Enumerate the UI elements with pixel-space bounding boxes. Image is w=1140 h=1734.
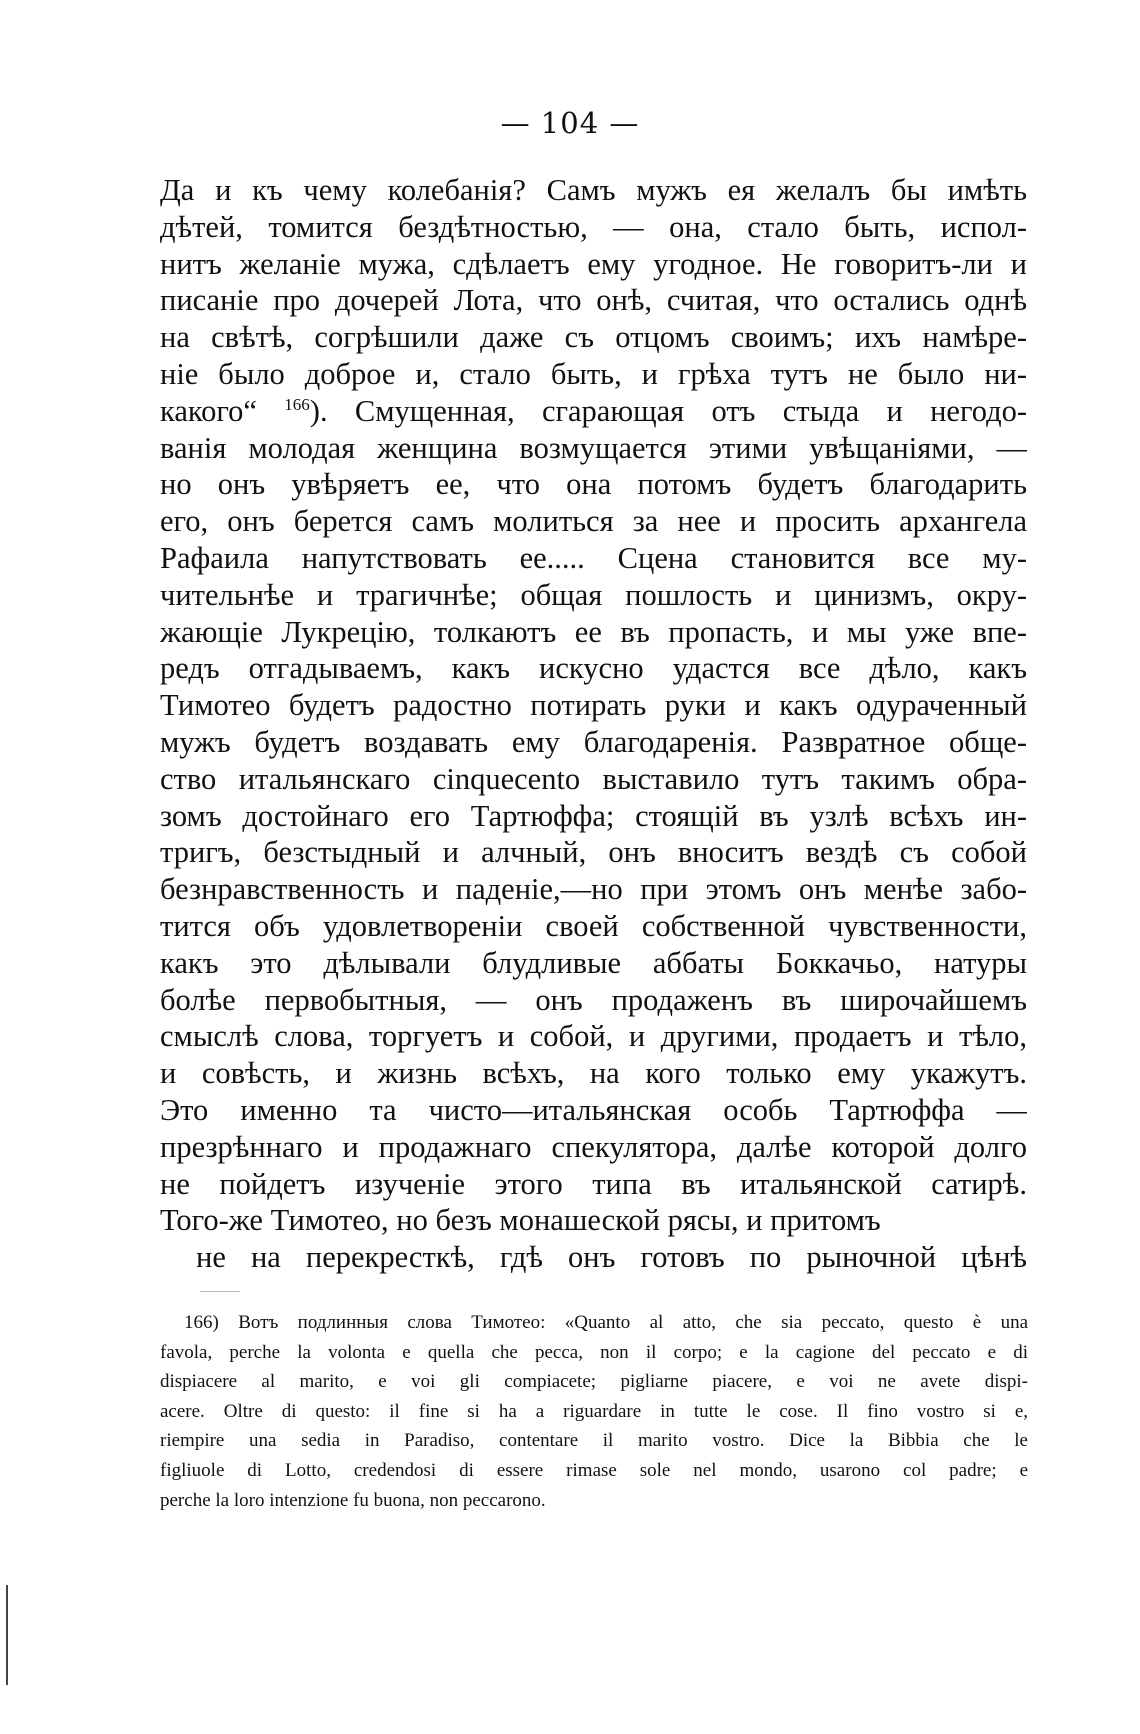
footnote-line: 166) Вотъ подлинныя слова Тимотео: «Quanto al atto, che sia peccato, questo è una — [184, 1312, 1028, 1333]
scan-margin-mark — [6, 1585, 8, 1685]
footnote-line: figliuole di Lotto, credendosi di essere rimase sole nel mondo, usarono col padre; e — [160, 1459, 1028, 1481]
text-line: презрѣннаго и продажнаго спекулятора, далѣе которой долго — [160, 1129, 1027, 1164]
footnote-line: favola, perche la volonta e quella che pecca, non il corpo; e la cagione del peccato e di — [160, 1341, 1028, 1363]
text-line: его, онъ берется самъ молиться за нее и просить архангела — [160, 504, 1027, 539]
text-line: зомъ достойнаго его Тартюффа; стоящій въ узлѣ всѣхъ ин- — [160, 798, 1027, 833]
footnote — [160, 1308, 1028, 1515]
text-line: тригъ, безстыдный и алчный, онъ вноситъ вездѣ съ собой — [160, 835, 1027, 870]
paragraph-start-line: не на перекресткѣ, гдѣ онъ готовъ по рыночной цѣнѣ — [196, 1240, 1027, 1275]
text-line: и совѣсть, и жизнь всѣхъ, на кого только ему укажутъ. — [160, 1056, 1027, 1091]
text-line-with-footnote-ref — [160, 393, 1027, 430]
text-line: Рафаила напутствовать ее..... Сцена становится все му- — [160, 540, 1027, 575]
text-line: на свѣтѣ, согрѣшили даже съ отцомъ своимъ; ихъ намѣре- — [160, 320, 1027, 355]
page-number: — 104 — — [500, 106, 640, 140]
footnote-line: dispiacere al marito, e voi gli compiacete; pigliarne piacere, e voi ne avete dispi- — [160, 1371, 1028, 1393]
text-line: мужъ будетъ воздавать ему благодаренія. Развратное обще- — [160, 724, 1027, 759]
footnote-line: acere. Oltre di questo: il fine si ha a riguardare in tutte le cose. Il fino vostro si e, — [160, 1400, 1028, 1422]
text-line: чительнѣе и трагичнѣе; общая пошлость и цинизмъ, окру- — [160, 577, 1027, 612]
text-line: ніе было доброе и, стало быть, и грѣха тутъ не было ни- — [160, 356, 1027, 391]
text-line: жающіе Лукрецію, толкаютъ ее въ пропасть, и мы уже впе- — [160, 614, 1027, 649]
text-fragment: ). Смущенная, сгарающая отъ стыда и негодо- — [309, 393, 1027, 428]
text-line: тится объ удовлетвореніи своей собственной чувственности, — [160, 908, 1027, 943]
text-line: нитъ желаніе мужа, сдѣлаетъ ему угодное. Не говоритъ-ли и — [160, 246, 1027, 281]
text-line: не пойдетъ изученіе этого типа въ итальянской сатирѣ. — [160, 1166, 1027, 1201]
text-line: какъ это дѣлывали блудливые аббаты Боккачьо, натуры — [160, 945, 1027, 980]
text-line: дѣтей, томится бездѣтностью, — она, стало быть, испол- — [160, 209, 1027, 244]
text-line: Да и къ чему колебанія? Самъ мужъ ея желалъ бы имѣть — [160, 173, 1027, 207]
text-line: безнравственность и паденіе,—но при этомъ онъ менѣе забо- — [160, 872, 1027, 907]
footnote-divider — [200, 1291, 240, 1292]
main-text — [160, 172, 1027, 1313]
text-fragment: какого“ — [160, 393, 257, 428]
text-line: Это именно та чисто—итальянская особь Тартюффа — — [160, 1092, 1027, 1127]
footnote-line: perche la loro intenzione fu buona, non peccarono. — [160, 1489, 546, 1511]
text-line: смыслѣ слова, торгуетъ и собой, и другими, продаетъ и тѣло, — [160, 1019, 1027, 1054]
text-line: но онъ увѣряетъ ее, что она потомъ будетъ благодарить — [160, 467, 1027, 502]
text-line: редъ отгадываемъ, какъ искусно удастся все дѣло, какъ — [160, 651, 1027, 686]
text-line: ванія молодая женщина возмущается этими увѣщаніями, — — [160, 430, 1027, 465]
text-line: Тимотео будетъ радостно потирать руки и какъ одураченный — [160, 688, 1027, 723]
text-line: ство итальянскаго cinquecento выставило тутъ такимъ обра- — [160, 761, 1027, 796]
footnote-line: riempire una sedia in Paradiso, contentare il marito vostro. Dice la Bibbia che le — [160, 1430, 1028, 1452]
text-line: писаніе про дочерей Лота, что онѣ, считая, что остались однѣ — [160, 283, 1027, 318]
text-line: Того-же Тимотео, но безъ монашеской рясы, и притомъ — [160, 1203, 881, 1238]
footnote-reference: 166 — [284, 394, 310, 414]
text-line: болѣе первобытныя, — онъ продаженъ въ широчайшемъ — [160, 982, 1027, 1017]
